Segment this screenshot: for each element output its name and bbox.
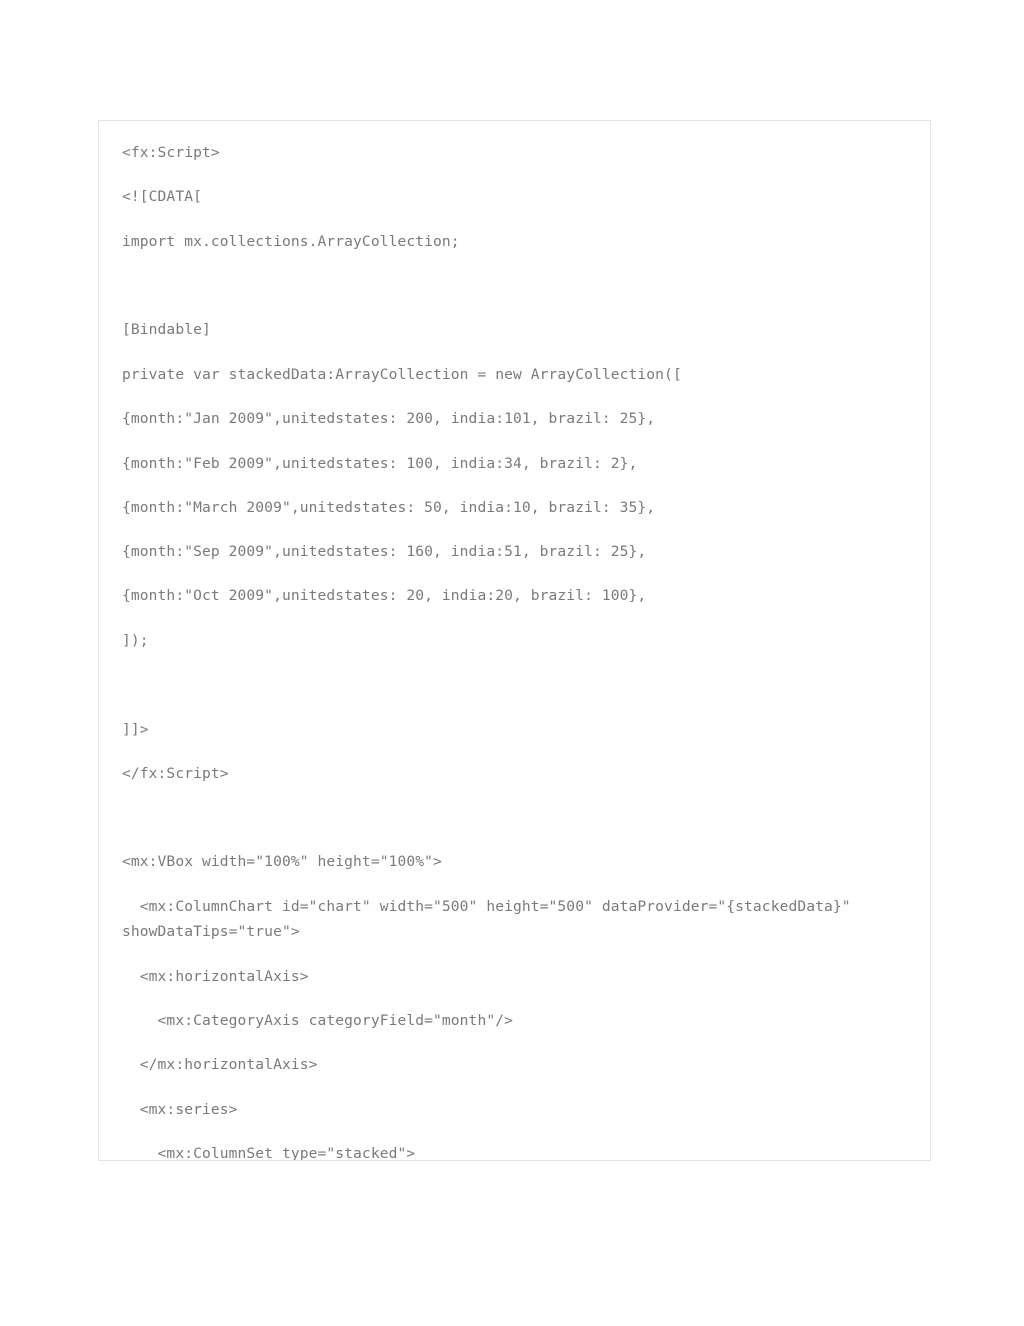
code-line: {month:"Jan 2009",unitedstates: 200, india:101, brazil: 25}, — [122, 410, 656, 427]
code-block — [98, 120, 931, 1161]
code-line: <mx:horizontalAxis> — [122, 968, 309, 985]
code-line: {month:"Sep 2009",unitedstates: 160, india:51, brazil: 25}, — [122, 543, 647, 560]
code-line: [Bindable] — [122, 321, 211, 338]
code-line: ]); — [122, 632, 149, 649]
code-line: {month:"Oct 2009",unitedstates: 20, india:20, brazil: 100}, — [122, 587, 647, 604]
code-line: <![CDATA[ — [122, 188, 202, 205]
code-line: <fx:Script> — [122, 144, 220, 161]
code-line: {month:"March 2009",unitedstates: 50, india:10, brazil: 35}, — [122, 499, 656, 516]
code-line: {month:"Feb 2009",unitedstates: 100, india:34, brazil: 2}, — [122, 455, 638, 472]
code-line: <mx:VBox width="100%" height="100%"> — [122, 853, 442, 870]
code-line: private var stackedData:ArrayCollection = new ArrayCollection([ — [122, 366, 682, 383]
code-line: </mx:horizontalAxis> — [122, 1056, 318, 1073]
code-line: <mx:CategoryAxis categoryField="month"/> — [122, 1012, 513, 1029]
code-line: <mx:series> — [122, 1101, 238, 1118]
code-line: import mx.collections.ArrayCollection; — [122, 233, 460, 250]
code-line: ]]> — [122, 721, 149, 738]
code-line: <mx:ColumnChart id="chart" width="500" height="500" dataProvider="{stackedData}" — [122, 898, 851, 915]
code-line: showDataTips="true"> — [122, 923, 300, 940]
code-line: </fx:Script> — [122, 765, 229, 782]
code-line: <mx:ColumnSet type="stacked"> — [122, 1145, 416, 1161]
